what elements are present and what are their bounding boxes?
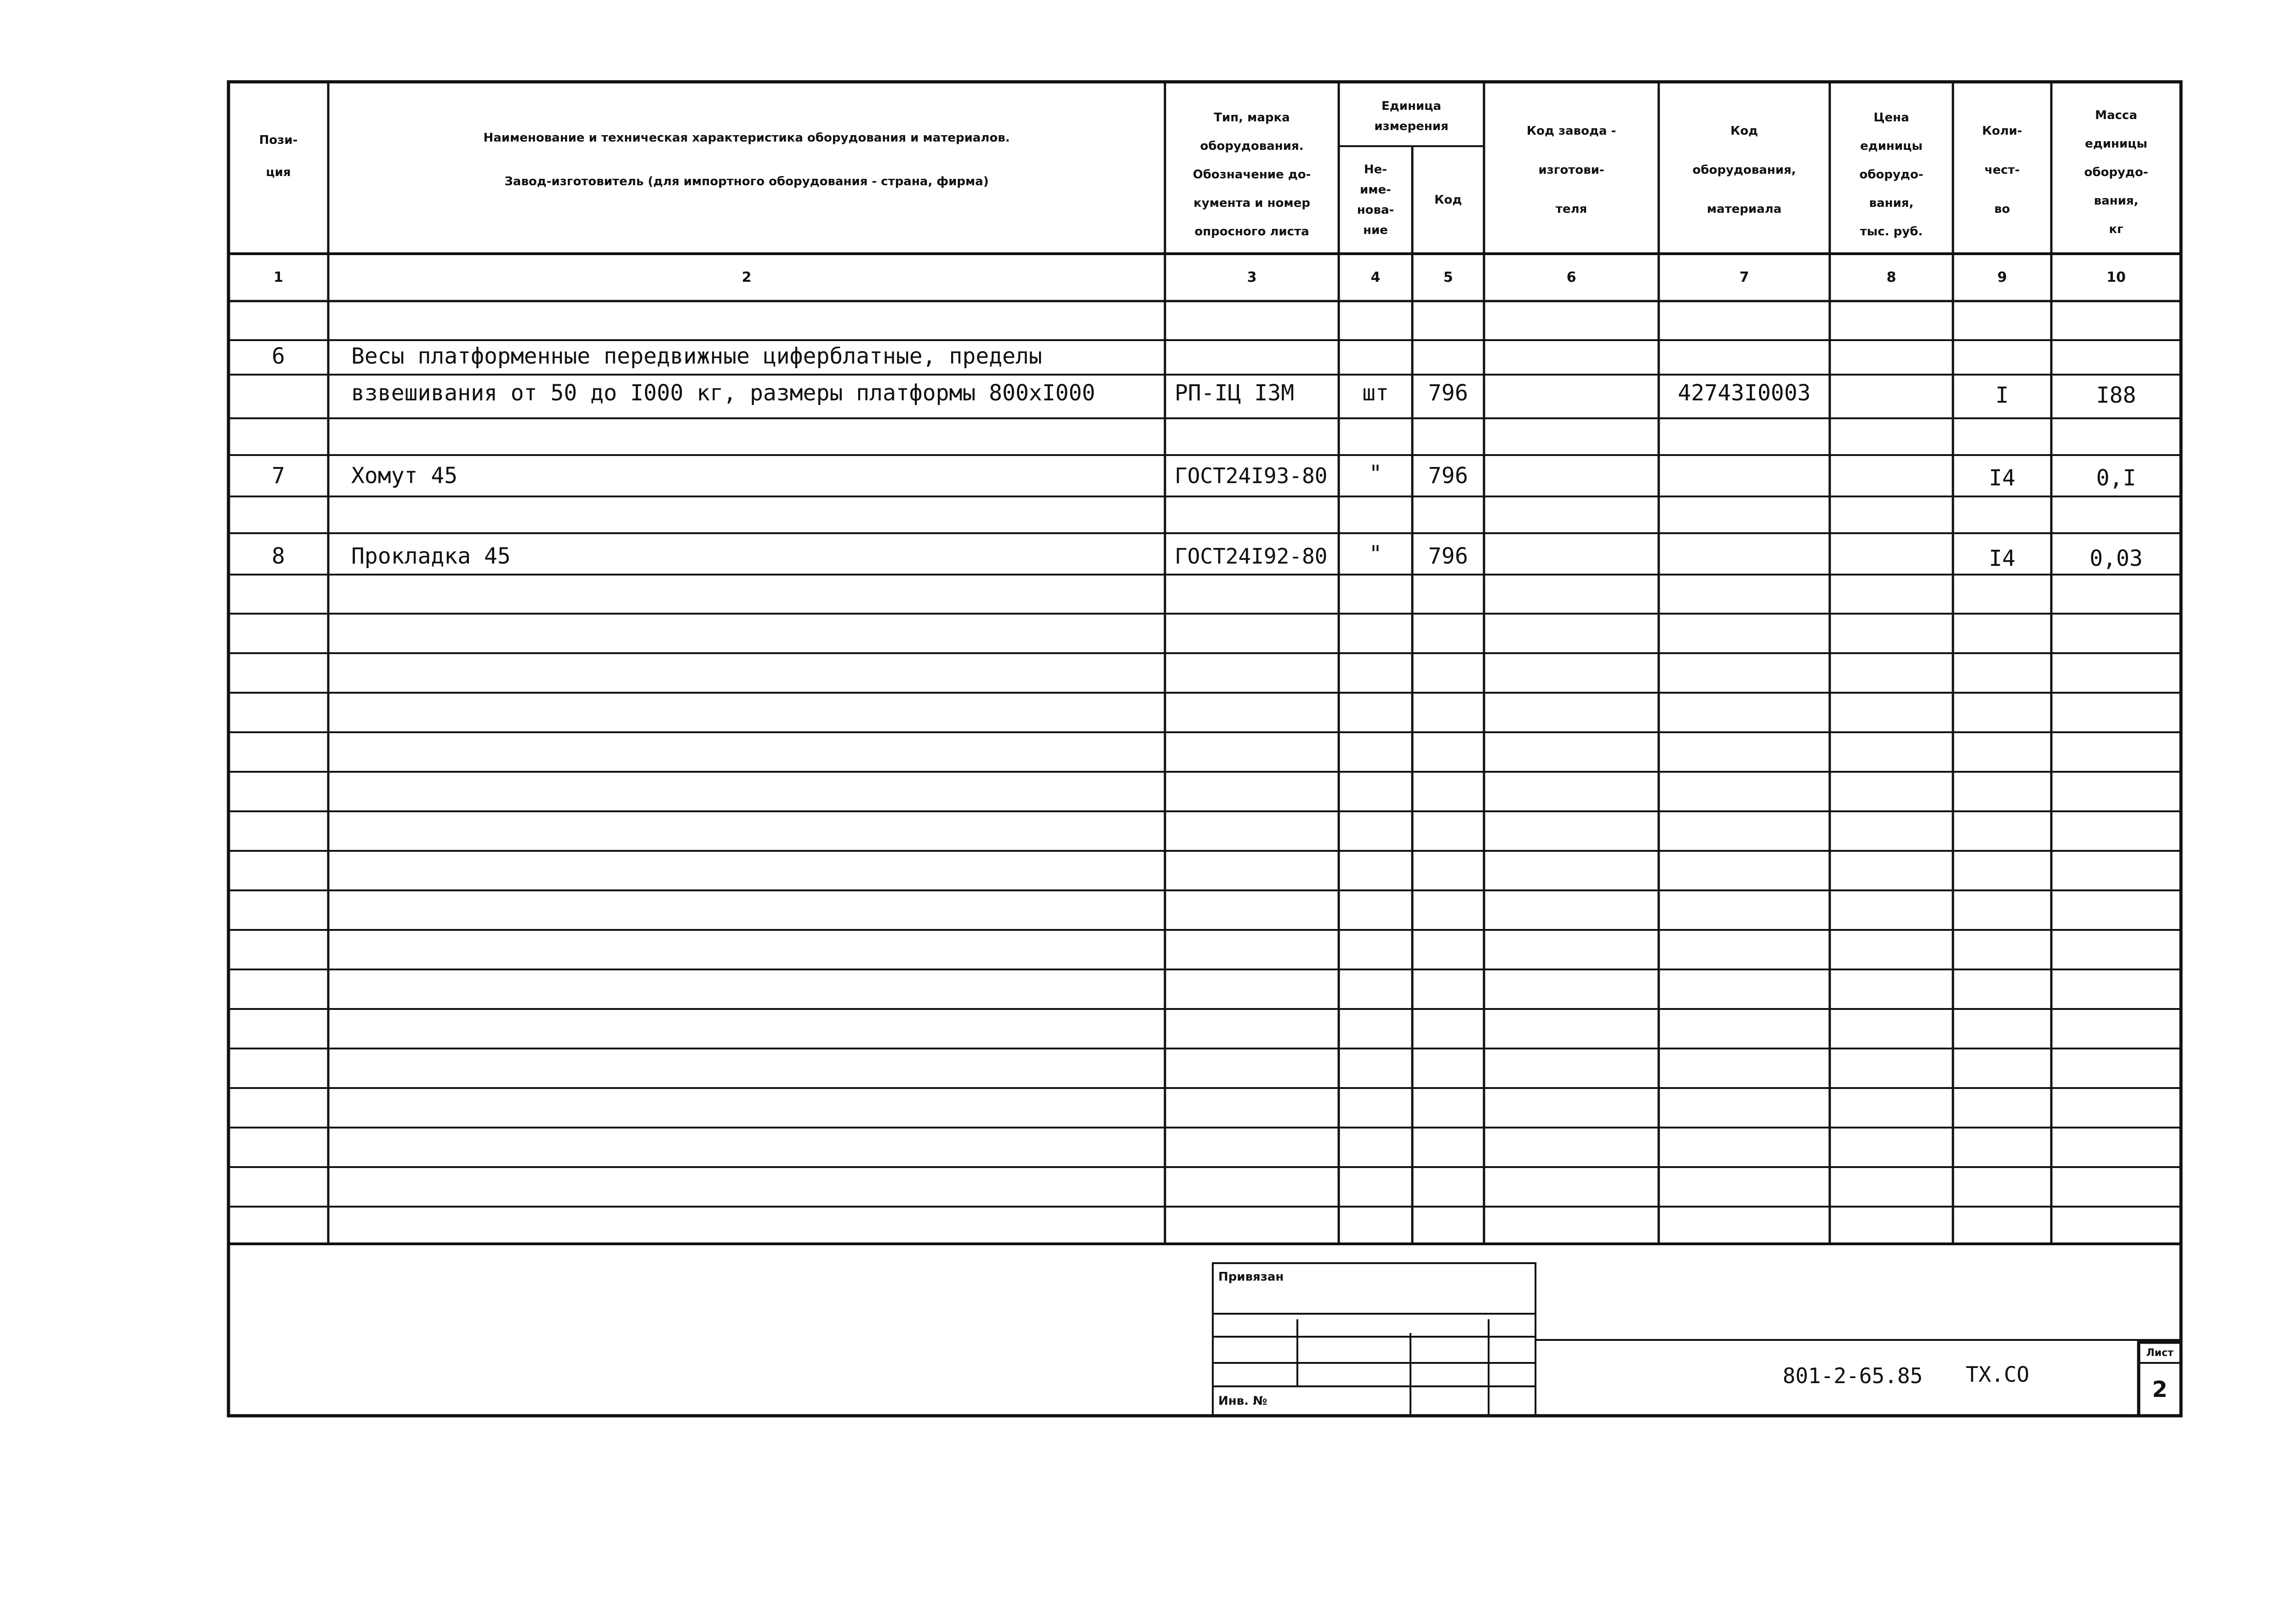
item-type: ГОСТ24I92-80 [1175,544,1328,569]
header-name-line1: Наименование и техническая характеристика оборудования и материалов. [483,131,1010,145]
item-position: 6 [272,343,285,369]
item-mass: I88 [2096,382,2136,408]
column-number: 5 [1443,269,1453,285]
item-equipment-code: 42743I0003 [1678,380,1811,406]
header-equipment-code: Код оборудования, материала [1692,124,1796,216]
item-unit: " [1369,461,1382,486]
column-number: 1 [274,269,283,285]
column-number: 9 [1997,269,2007,285]
header-unit-name: Не- име- нова- ние [1357,163,1394,237]
item-name: Прокладка 45 [351,543,511,569]
document-suffix: ТХ.СО [1965,1362,2030,1387]
item-unit-code: 796 [1428,380,1468,406]
header-mass: Масса единицы оборудо- вания, кг [2084,108,2148,236]
item-name-line: Весы платформенные передвижные циферблатные, пределы [351,343,1042,369]
column-number: 8 [1886,269,1896,285]
item-unit-code: 796 [1428,463,1468,489]
header-manufacturer-code: Код завода - изготови- теля [1526,124,1616,216]
header-unit-code: Код [1434,193,1462,207]
header-price: Цена единицы оборудо- вания, тыс. руб. [1859,111,1924,239]
sheet-label: Лист [2146,1347,2174,1359]
column-number: 7 [1739,269,1749,285]
column-number: 10 [2106,269,2126,285]
column-number: 2 [742,269,752,285]
column-number: 3 [1247,269,1257,285]
item-unit: шт [1362,380,1389,406]
header-type: Тип, марка оборудования. Обозначение до- кумента и номер опросного листа [1193,111,1311,239]
item-name-line: взвешивания от 50 до I000 кг, размеры платформы 800хI000 [351,380,1096,406]
header-quantity: Коли- чест- во [1982,124,2022,216]
item-unit-code: 796 [1428,543,1468,569]
stamp-block [1213,1263,2181,1416]
item-mass: 0,I [2096,465,2136,491]
document-code: 801-2-65.85 [1782,1363,1923,1388]
column-number: 6 [1566,269,1576,285]
stamp-privyazan: Привязан [1218,1270,1284,1284]
item-quantity: I [1995,382,2009,408]
item-unit: " [1369,541,1382,567]
item-quantity: I4 [1989,465,2015,491]
item-name: Хомут 45 [351,463,458,489]
header-unit-group: Единица измерения [1374,99,1449,133]
item-position: 8 [272,543,285,569]
stamp-inventory-number: Инв. № [1218,1394,1267,1408]
item-position: 7 [272,463,285,489]
sheet-number: 2 [2152,1377,2168,1402]
column-number: 4 [1370,269,1381,285]
header-name-line2: Завод-изготовитель (для импортного оборудования - страна, фирма) [504,175,989,188]
item-type: РП-IЦ I3М [1175,380,1295,406]
item-quantity: I4 [1989,546,2015,571]
item-mass: 0,03 [2089,546,2143,571]
header-position: Пози- ция [259,133,298,179]
item-type: ГОСТ24I93-80 [1175,463,1328,488]
